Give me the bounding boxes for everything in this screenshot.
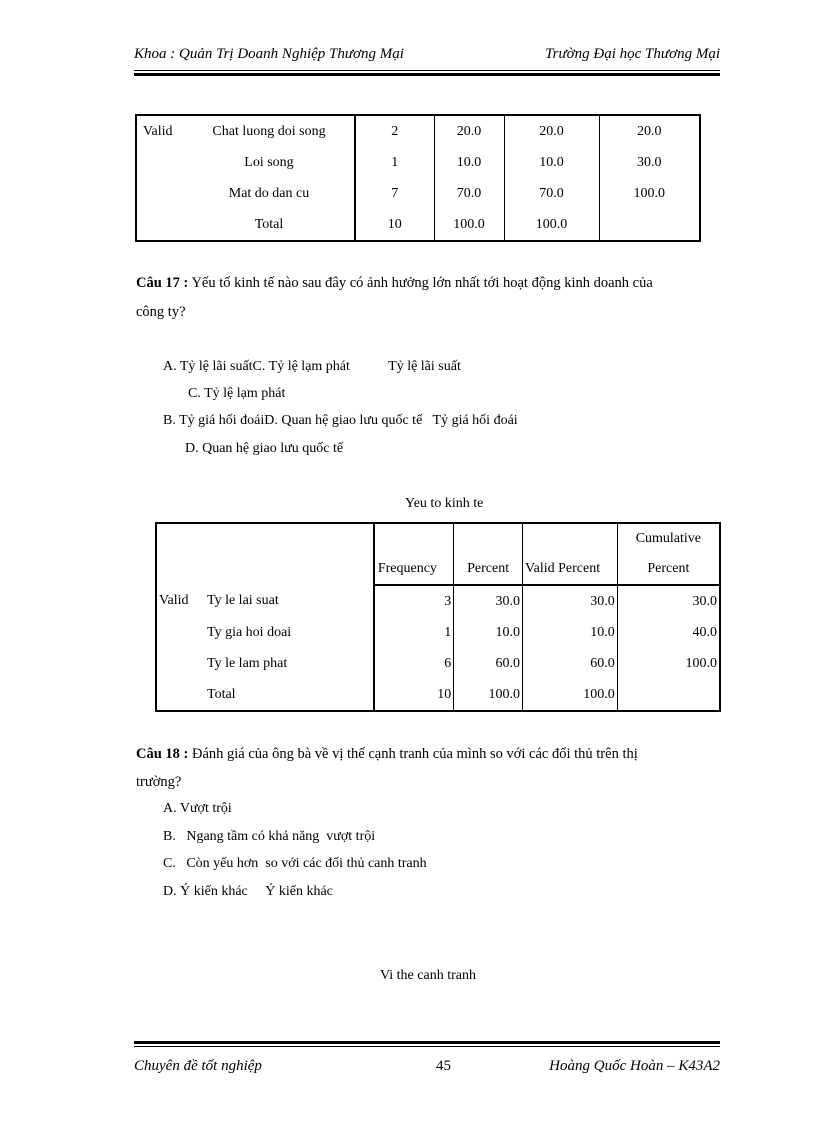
frequency-cell: 3: [374, 585, 454, 617]
table-row: [156, 617, 720, 648]
valid-percent-cell: 10.0: [523, 617, 618, 648]
header-cumulative: Cumulative: [617, 523, 720, 554]
header-valid-percent: Valid Percent: [523, 554, 618, 585]
question-18-text-cont: trường?: [136, 774, 182, 790]
frequency-cell: 10: [374, 679, 454, 711]
cumulative-cell: [617, 679, 720, 711]
valid-percent-cell: 70.0: [504, 178, 599, 209]
frequency-cell: 1: [355, 147, 434, 178]
percent-cell: 100.0: [434, 209, 504, 241]
question-18-text: Đánh giá của ông bà về vị thế cạnh tranh của mình so với các đối thủ trên thị: [188, 746, 638, 762]
row-label: Chat luong doi song: [212, 123, 326, 139]
table-quality-of-life: [135, 114, 701, 242]
header-right: Trường Đại học Thương Mại: [545, 46, 720, 62]
table-row: [156, 585, 720, 617]
row-label: Total: [207, 686, 236, 702]
header-left: Khoa : Quản Trị Doanh Nghiệp Thương Mại: [134, 46, 404, 62]
row-label: Total: [254, 216, 284, 232]
table-economic-factors: [155, 522, 721, 712]
option-a: A. Tỷ lệ lãi suấtC. Tỷ lệ lạm phát Tỷ lệ lãi suất: [163, 359, 461, 374]
valid-percent-cell: 10.0: [504, 147, 599, 178]
question-17: [136, 273, 726, 293]
question-18: [136, 744, 726, 764]
cumulative-cell: 100.0: [599, 178, 700, 209]
question-17-text-cont: công ty?: [136, 304, 186, 320]
frequency-cell: 6: [374, 648, 454, 679]
footer-left: Chuyên đề tốt nghiệp: [134, 1058, 262, 1074]
valid-percent-cell: 60.0: [523, 648, 618, 679]
percent-cell: 10.0: [454, 617, 523, 648]
table-row: [136, 178, 700, 209]
frequency-cell: 1: [374, 617, 454, 648]
option-c: C. Tỷ lệ lạm phát: [188, 386, 286, 401]
header-percent-2: Percent: [617, 554, 720, 585]
row-label: Ty le lam phat: [207, 655, 288, 671]
valid-label: Valid: [159, 593, 189, 608]
table-row-total: [156, 679, 720, 711]
page-number: 45: [436, 1058, 451, 1074]
header-rule: [134, 70, 720, 76]
row-label: Loi song: [244, 154, 294, 170]
percent-cell: 100.0: [454, 679, 523, 711]
percent-cell: 70.0: [434, 178, 504, 209]
option-a: A. Vượt trội: [163, 801, 232, 816]
percent-cell: 20.0: [434, 115, 504, 147]
cumulative-cell: 30.0: [599, 147, 700, 178]
frequency-cell: 7: [355, 178, 434, 209]
table-header-row: [156, 523, 720, 554]
valid-percent-cell: 100.0: [504, 209, 599, 241]
option-d: D. Ý kiến khác Ý kiến khác: [163, 884, 333, 899]
row-label: Ty le lai suat: [207, 593, 279, 608]
row-label: Mat do dan cu: [228, 185, 310, 201]
cumulative-cell: [599, 209, 700, 241]
cumulative-cell: 20.0: [599, 115, 700, 147]
table-title: Yeu to kinh te: [405, 496, 484, 511]
table-row: [136, 147, 700, 178]
frequency-cell: 10: [355, 209, 434, 241]
cumulative-cell: 40.0: [617, 617, 720, 648]
table-row: [136, 115, 700, 147]
table-row: [156, 648, 720, 679]
question-17-label: Câu 17 :: [136, 275, 189, 291]
percent-cell: 30.0: [454, 585, 523, 617]
option-d: D. Quan hệ giao lưu quốc tế: [185, 441, 344, 456]
table-row-total: [136, 209, 700, 241]
question-17-text: Yếu tố kinh tế nào sau đây có ảnh hưởng lớn nhất tới hoạt động kinh doanh của: [188, 275, 653, 291]
cumulative-cell: 100.0: [617, 648, 720, 679]
question-18-label: Câu 18 :: [136, 746, 189, 762]
row-label: Ty gia hoi doai: [207, 624, 292, 640]
valid-percent-cell: 100.0: [523, 679, 618, 711]
option-b: B. Ngang tầm có khả năng vượt trội: [163, 829, 376, 844]
option-b: B. Tỷ giá hối đoáiD. Quan hệ giao lưu quốc tế Tỷ giá hối đoái: [163, 413, 518, 428]
valid-percent-cell: 20.0: [504, 115, 599, 147]
frequency-cell: 2: [355, 115, 434, 147]
percent-cell: 60.0: [454, 648, 523, 679]
chart-title: Vi the canh tranh: [380, 968, 476, 983]
percent-cell: 10.0: [434, 147, 504, 178]
valid-percent-cell: 30.0: [523, 585, 618, 617]
header-percent: Percent: [454, 554, 523, 585]
cumulative-cell: 30.0: [617, 585, 720, 617]
valid-label: Valid: [143, 123, 173, 139]
header-frequency: Frequency: [374, 554, 454, 585]
option-c: C. Còn yếu hơn so với các đối thủ canh tranh: [163, 856, 427, 871]
footer-right: Hoàng Quốc Hoàn – K43A2: [549, 1058, 720, 1074]
footer-rule: [134, 1041, 720, 1047]
